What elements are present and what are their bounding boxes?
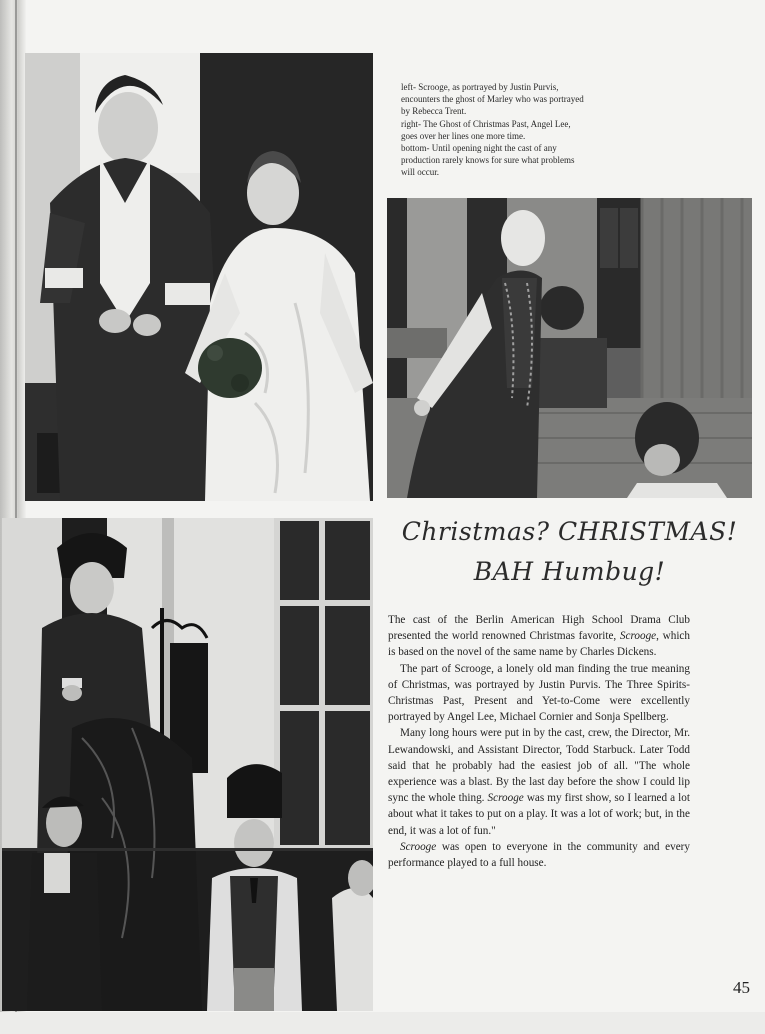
text-run: Many long hours were put in by the cast, crew, the Director, Mr. Lewandowski, and Assistant Director, Todd Starbuck. Later Todd said that he probably had the easiest job of all. "The whole experience was a blast. By the last day before the show I could lip sync the whole thing.	[388, 727, 690, 805]
caption-line: left- Scrooge, as portrayed by Justin Purvis,	[401, 82, 559, 92]
text-run: The cast of the Berlin American High School Drama Club presented the world renowned Christmas favorite,	[388, 614, 690, 643]
article-headline	[387, 512, 752, 592]
photo-cast-backstage	[2, 518, 373, 1011]
text-run: was my first show, so I learned a lot about what it takes to put on a play. It was a lot of work; but, in the end, it was a lot of fun."	[388, 792, 690, 837]
caption-line: right- The Ghost of Christmas Past, Angel Lee,	[401, 118, 571, 129]
caption-line: bottom- Until opening night the cast of any	[401, 143, 557, 154]
caption-line: goes over her lines one more time.	[401, 130, 526, 141]
headline-line-2: BAH Humbug!	[473, 557, 666, 586]
article-paragraph-1	[388, 612, 690, 661]
headline-line-1: Christmas? CHRISTMAS!	[401, 517, 738, 546]
page-bottom-edge	[0, 1012, 765, 1034]
article-paragraph-2: The part of Scrooge, a lonely old man finding the true meaning of Christmas, was portrayed by Justin Purvis. The Three Spirits- Christmas Past, Present and Yet-to-Come were excellently portrayed by Angel Lee, Michael Cornier and Sonja Spellberg.	[388, 662, 690, 724]
article-body	[388, 612, 690, 871]
article-paragraph-4	[388, 839, 690, 871]
caption-line: will occur.	[401, 167, 439, 178]
caption-line: encounters the ghost of Marley who was portrayed	[401, 94, 584, 105]
text-run: , which is based on the novel of the same name by Charles Dickens.	[388, 630, 690, 659]
text-run: was open to everyone in the community and every performance played to a full house.	[388, 840, 690, 870]
photo-ghost-of-christmas-past	[387, 198, 752, 498]
caption-line: production rarely knows for sure what problems	[401, 155, 575, 166]
caption-line: by Rebecca Trent.	[401, 106, 467, 117]
play-title: Scrooge	[400, 840, 437, 853]
article-paragraph-3	[388, 725, 690, 838]
photo-scrooge-and-marley	[25, 53, 373, 501]
page-number: 45	[733, 978, 750, 997]
photo-caption	[401, 81, 601, 179]
play-title: Scrooge	[619, 630, 657, 643]
play-title: Scrooge	[487, 792, 524, 805]
